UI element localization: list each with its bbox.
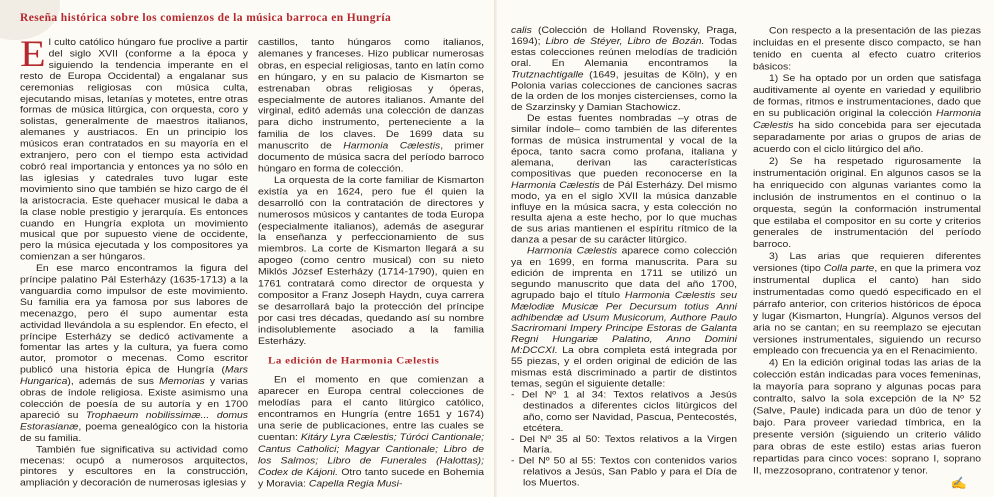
paragraph-text: , en que la primera voz instrumental duplica el canto) han sido instrumentadas como quedó especificado en el párrafo anterior, con criterios históricos de época y lugar (Kismarton, Hungría). Algunos versos del aria no se cantan; en su reemplazo se ejecutan versiones instrumentales, siguiendo un recurso empleado con frecuencia ya en el Renacimiento. bbox=[753, 263, 981, 357]
paragraph-text: castillos, tanto húngaros como italianos, alemanes y franceses. Hizo publicar numerosas obras, en especial religiosas, tanto en latín como en húngaro, y en su palacio de Kismarton se estrenaban obras religiosas y óperas, especialmente de autores italianos. Amante del virginal, editó además una colección de danzas para dicho instrumento, perteneciente a la familia de los claves. De 1699 data su manuscrito de bbox=[258, 38, 484, 152]
paragraph bbox=[511, 114, 737, 247]
paragraph bbox=[753, 74, 981, 157]
italic-title: Mars Hungarica bbox=[20, 365, 248, 387]
paragraph-text: Con respecto a la presentación de las piezas incluidas en el presente disco compacto, se han tenido en cuenta al efecto cuatro criterios básicos: bbox=[753, 26, 981, 72]
paragraph-text: ha sido concebida para ser ejecutada separadamente por arias o grupos de arias de acuerdo con el ciclo litúrgico del año. bbox=[753, 121, 981, 155]
paragraph bbox=[511, 26, 737, 114]
italic-title: Colla parte bbox=[823, 263, 875, 274]
text-column-1 bbox=[20, 34, 249, 490]
paragraph-text: La obra completa está integrada por 55 piezas, y el orden original de edición de las mismas está discriminado a partir de distintos temas, según el siguiente detalle: bbox=[511, 346, 737, 389]
paragraph-text: (1649, jesuitas de Köln), y en Polonia varias colecciones de canciones sacras de la orden de los monjes cistercienses, como la de Szarzinsky y Damian Stachowicz. bbox=[511, 70, 737, 113]
list-item: - Del Nº 50 al 55: Textos con contenidos varios relativos a Jesús, San Pablo y para el Día de los Muertos. bbox=[511, 456, 737, 489]
list-item: - Del Nº 35 al 50: Textos relativos a la Virgen María. bbox=[511, 434, 737, 456]
left-page bbox=[0, 0, 496, 497]
text-column-4 bbox=[753, 26, 981, 490]
paragraph-text: De estas fuentes nombradas –y otras de similar índole– como también de las diferentes formas de música instrumental y vocal de la época, tanto sacra como profana, italiana y alemana, derivan las características compositivas que pueden reconocerse en la bbox=[511, 114, 737, 180]
italic-title: Memorias bbox=[159, 377, 205, 387]
page-title: Reseña histórica sobre los comienzos de la música barroca en Hungría bbox=[20, 12, 392, 24]
paragraph bbox=[753, 359, 981, 478]
paragraph-text: Todas estas colecciones reúnen melodías de tradición oral. En Alemania encontramos la bbox=[511, 37, 738, 69]
paragraph-text: En ese marco encontramos la figura del príncipe palatino Pál Esterházy (1635-1713) a la vanguardia como impulsor de este movimiento. Su familia era ya famosa por sus labores de mecenazgo, pero él supo aumentar esta actividad llevándola a su esplendor. En efecto, el príncipe Esterházy se dedicó activamente a fomentar las artes y la cultura, ya fuera como autor, promotor o mecenas. Como escritor publicó una historia épica de Hungría ( bbox=[20, 264, 248, 376]
paragraph-text: aparece como colección ya en 1699, en forma manuscrita. Para su edición de imprenta en 1711 se utilizó un segundo manuscrito que data del año 1700, agrupado bajo el título bbox=[511, 246, 737, 301]
section-title: La edición de Harmonia Cælestis bbox=[268, 356, 440, 367]
paragraph-text: 1) Se ha optado por un orden que satisfaga auditivamente al oyente en variedad y equilibrio de formas, ritmos e instrumentaciones, dado que en su publicación original la colección bbox=[753, 73, 981, 120]
paragraph-text: La orquesta de la corte familiar de Kismarton existía ya en 1624, pero fue él quien la desarrolló con la contratación de directores y numerosos músicos y cantantes de toda Europa (especialmente italianos), además de asegurar la enseñanza y perfeccionamiento de sus miembros. La corte de Kismarton llegará a su apogeo (como centro musical) con su nieto Miklós József Esterházy (1714-1790), quien en 1761 contratará como director de orquesta y compositor a Franz Joseph Haydn, cuya carrera se desarrollará bajo la protección del príncipe por casi tres décadas, quedando así su nombre indisolublemente asociado a la familia Esterházy. bbox=[258, 175, 484, 347]
signature-mark: ✍ bbox=[950, 476, 967, 491]
paragraph-text: 2) Se ha respetado rigurosamente la instrumentación original. En algunos casos se la ha enriquecido con algunas variantes como la inclusión de instrumentos en el continuo o la orquesta, según la conformación instrumental que estilaba el compositor en su corte y criterios generales de instrumentación del período barroco. bbox=[753, 156, 981, 250]
paragraph-text: , primer documento de música sacra del período barroco húngaro en forma de colección. bbox=[258, 141, 484, 175]
paragraph bbox=[753, 157, 981, 252]
italic-title: Libro de Stéyer, Libro de Bozán. bbox=[545, 37, 705, 47]
italic-title: Harmonia Cælestis bbox=[753, 109, 981, 132]
paragraph bbox=[753, 252, 981, 359]
paragraph bbox=[258, 38, 484, 176]
paragraph-text: de Pál Esterházy. Del mismo modo, ya en el siglo XVII la música danzable influye en la música sacra, y esta colección no resulta ajena a este hecho, por lo que muchas de sus arias mantienen el espíritu rítmico de la danza a pesar de su carácter litúrgico. bbox=[511, 180, 737, 246]
paragraph-text: 3) Las arias que requieren diferentes versiones (tipo bbox=[753, 251, 981, 274]
paragraph bbox=[20, 34, 248, 264]
italic-title: Harmonia Cælestis bbox=[511, 180, 600, 191]
italic-title: Trophaeum nobilissimæ... domus Estorasianæ bbox=[20, 411, 249, 433]
italic-title: Harmonia Cælestis bbox=[527, 246, 618, 257]
paragraph bbox=[753, 26, 981, 74]
italic-title: Kitáry Lyra Cælestis; Túróci Cantionale; Cantus Catholici; Magyar Cantionale; Libro de los Salmos; Libro de Funerales (Halottas); Codex de Kájoni. bbox=[258, 432, 484, 478]
paragraph bbox=[511, 247, 737, 391]
paragraph-text: En el momento en que comienzan a aparecer en Europa central colecciones de melodías para el canto litúrgico católico, encontramos en Hungría (entre 1651 y 1674) una serie de publicaciones, entre las cuales se cuentan: bbox=[258, 375, 484, 443]
right-page bbox=[497, 0, 994, 497]
text-column-2 bbox=[258, 38, 484, 490]
paragraph bbox=[20, 264, 248, 445]
paragraph-text: ), además de sus bbox=[67, 377, 160, 387]
paragraph bbox=[258, 176, 484, 348]
drop-cap: E bbox=[20, 34, 46, 75]
italic-title: calis bbox=[511, 26, 532, 36]
text-column-3 bbox=[511, 26, 737, 490]
paragraph-text: y varias obras de índole religiosa. Existe asimismo una colección de poesía de su autoría y en 1700 apareció su bbox=[20, 377, 248, 421]
paragraph-text: l culto católico húngaro fue proclive a partir del siglo XVII (conforme a la época y siguiendo la tendencia imperante en el resto de Europa Occidental) a engalanar sus ceremonias religiosas con música culta, ejecutando misas, letanías y motetes, entre otras formas de música litúrgica, con orquesta, coro y solistas, generalmente de maestros italianos, alemanes y austriacos. En un principio los músicos eran contratados en su mayoría en el extranjero, pero con el tiempo esta actividad cobró real importancia y entonces ya no sólo en las iglesias y catedrales tuvo lugar este movimiento sino que también se hizo cargo de él la aristocracia. Este quehacer musical le daba a la clase noble prestigio y jerarquía. Es entonces cuando en Hungría explota un movimiento musical que por supuesto viene de occidente, pero la música ejecutada y los compositores ya comienzan a ser húngaros. bbox=[20, 38, 248, 263]
paragraph-text: (Colección de Holland Rovensky, Praga, 1694); bbox=[511, 26, 737, 47]
italic-title: Harmonia Cælestis bbox=[343, 141, 441, 152]
list-item: - Del Nº 1 al 34: Textos relativos a Jesús destinados a diferentes ciclos litúrgicos del año, como ser Navidad, Pascua, Pentecostés, etcétera. bbox=[511, 390, 737, 434]
paragraph-text: Otro tanto sucede en Bohemia y Moravia: bbox=[258, 467, 485, 489]
paragraph-text: También fue significativa su actividad como mecenas: ocupó a numerosos arquitectos, pintores y escultores en la construcción, ampliación y decoración de numerosas iglesias y bbox=[20, 445, 248, 489]
paragraph-text: , poema genealógico con la historia de su familia. bbox=[20, 422, 248, 444]
italic-title: Capella Regia Musi- bbox=[308, 478, 403, 489]
paragraph bbox=[20, 445, 248, 490]
italic-title: Harmonia Cælestis seu Mælodiæ Musicæ Per Decursum totius Anni adhibendæ ad Usum Musicorum, Authore Paulo Sacriromani Impery Principe Estoras de Galanta Regni Hungariæ Palatino, Anno Domini M:DCCXI. bbox=[511, 291, 737, 356]
paragraph bbox=[258, 376, 484, 491]
contents-list bbox=[511, 391, 737, 490]
italic-title: Trutznachtigalle bbox=[511, 70, 584, 80]
paragraph-text: 4) En la edición original todas las arias de la colección están indicadas para voces femeninas, la mayoría para soprano y algunas pocas para contralto, salvo la sola excepción de la Nº 52 (Salve, Paule) indicada para un dúo de tenor y bajo. Para proveer variedad tímbrica, en la presente versión (siguiendo un criterio válido para obras de este estilo) estas arias fueron repartidas para cinco voces: soprano I, soprano II, mezzosoprano, contratenor y tenor. bbox=[753, 358, 981, 476]
